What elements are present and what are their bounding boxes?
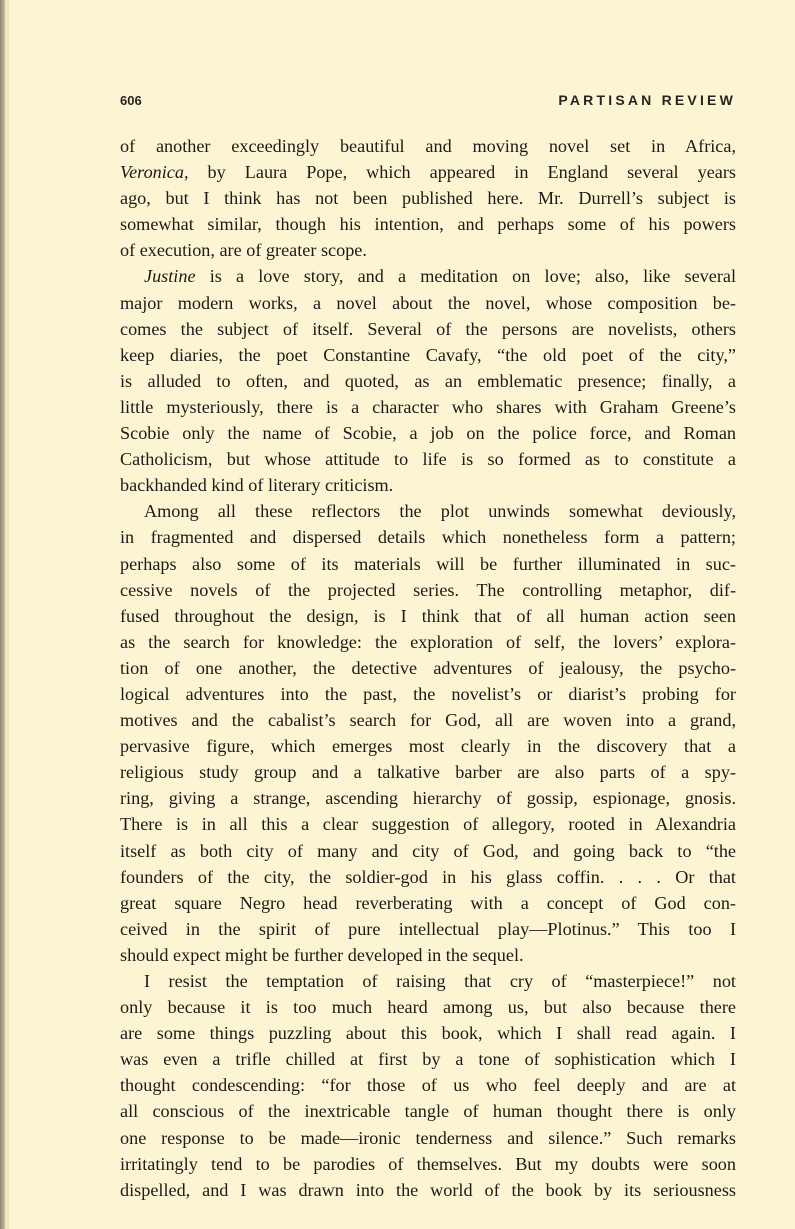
line-text: I resist the temptation of raising that cry of “masterpiece!” not	[144, 971, 736, 991]
line-text: little mysteriously, there is a character who shares with Graham Greene’s	[120, 396, 736, 417]
text-line	[120, 655, 736, 681]
line-text: by Laura Pope, which appeared in England several years	[188, 162, 736, 183]
text-line	[120, 420, 736, 446]
line-text: motives and the cabalist’s search for God, all are woven into a grand,	[120, 710, 736, 731]
text-line	[120, 994, 736, 1020]
text-line	[120, 394, 736, 420]
text-line	[120, 290, 736, 316]
text-line	[120, 1046, 736, 1072]
line-text: is alluded to often, and quoted, as an emblematic presence; finally, a	[120, 370, 736, 391]
line-text: great square Negro head reverberating with a concept of God con-	[120, 892, 736, 913]
text-line	[120, 551, 736, 577]
running-header	[120, 93, 736, 113]
paragraph	[120, 968, 736, 1203]
paragraph	[120, 263, 736, 498]
italic-title: Justine	[144, 266, 196, 287]
line-text: ring, giving a strange, ascending hierarchy of gossip, espionage, gnosis.	[120, 788, 736, 809]
line-text: logical adventures into the past, the novelist’s or diarist’s probing for	[120, 683, 736, 704]
text-line	[120, 785, 736, 811]
paragraph	[120, 498, 736, 968]
text-line	[120, 759, 736, 785]
text-line	[120, 185, 736, 211]
text-line	[120, 159, 736, 185]
line-text: one response to be made—ironic tenderness and silence.” Such remarks	[120, 1127, 736, 1148]
line-text: tion of one another, the detective adventures of jealousy, the psycho-	[120, 657, 736, 678]
text-line	[120, 603, 736, 629]
line-text: cessive novels of the projected series. The controlling metaphor, dif-	[120, 579, 736, 600]
text-line	[120, 681, 736, 707]
line-text: should expect might be further developed in the sequel.	[120, 944, 524, 965]
page-number: 606	[120, 93, 142, 108]
line-text: was even a trifle chilled at first by a tone of sophistication which I	[120, 1049, 736, 1070]
line-text: of execution, are of greater scope.	[120, 240, 367, 261]
text-line	[120, 707, 736, 733]
line-text: major modern works, a novel about the novel, whose composition be-	[120, 292, 736, 313]
text-line	[120, 838, 736, 864]
line-text: Among all these reflectors the plot unwinds somewhat deviously,	[144, 501, 736, 522]
text-line	[120, 446, 736, 472]
text-line	[120, 263, 736, 289]
text-line	[120, 629, 736, 655]
line-text: in fragmented and dispersed details which nonetheless form a pattern;	[120, 527, 736, 548]
line-text: fused throughout the design, is I think that of all human action seen	[120, 605, 736, 626]
text-line	[120, 1177, 736, 1203]
text-line	[120, 368, 736, 394]
line-text: of another exceedingly beautiful and moving novel set in Africa,	[120, 136, 736, 156]
article-body	[120, 133, 736, 1203]
text-line	[120, 968, 736, 994]
text-line	[120, 498, 736, 524]
text-line	[120, 342, 736, 368]
line-text: is a love story, and a meditation on love; also, like several	[195, 266, 736, 287]
text-line	[120, 472, 736, 498]
text-line	[120, 237, 736, 263]
line-text: ceived in the spirit of pure intellectual play—Plotinus.” This too I	[120, 918, 736, 939]
text-line	[120, 916, 736, 942]
text-line	[120, 1151, 736, 1177]
line-text: perhaps also some of its materials will be further illuminated in suc-	[120, 553, 736, 574]
text-line	[120, 316, 736, 342]
line-text: founders of the city, the soldier-god in his glass coffin. . . . Or that	[120, 866, 736, 887]
line-text: There is in all this a clear suggestion of allegory, rooted in Alexandria	[120, 814, 736, 835]
line-text: thought condescending: “for those of us who feel deeply and are at	[120, 1075, 736, 1096]
line-text: keep diaries, the poet Constantine Cavafy, “the old poet of the city,”	[120, 344, 736, 365]
line-text: itself as both city of many and city of God, and going back to “the	[120, 840, 736, 861]
text-line	[120, 524, 736, 550]
text-line	[120, 1020, 736, 1046]
line-text: Scobie only the name of Scobie, a job on the police force, and Roman	[120, 423, 736, 444]
line-text: dispelled, and I was drawn into the world of the book by its seriousness	[120, 1179, 736, 1200]
italic-title: Veronica,	[120, 162, 189, 183]
line-text: as the search for knowledge: the exploration of self, the lovers’ explora-	[120, 631, 736, 652]
line-text: are some things puzzling about this book, which I shall read again. I	[120, 1023, 736, 1044]
text-line	[120, 890, 736, 916]
text-line	[120, 1098, 736, 1124]
line-text: comes the subject of itself. Several of the persons are novelists, others	[120, 318, 736, 339]
page-gutter	[5, 0, 9, 1229]
journal-title: PARTISAN REVIEW	[558, 92, 736, 108]
text-line	[120, 1125, 736, 1151]
line-text: pervasive figure, which emerges most clearly in the discovery that a	[120, 736, 736, 757]
line-text: Catholicism, but whose attitude to life is so formed as to constitute a	[120, 449, 736, 470]
text-line	[120, 211, 736, 237]
line-text: ago, but I think has not been published here. Mr. Durrell’s subject is	[120, 188, 736, 209]
line-text: backhanded kind of literary criticism.	[120, 475, 394, 496]
text-line	[120, 811, 736, 837]
text-line	[120, 133, 736, 159]
text-line	[120, 942, 736, 968]
line-text: irritatingly tend to be parodies of themselves. But my doubts were soon	[120, 1153, 736, 1174]
text-line	[120, 733, 736, 759]
text-line	[120, 1072, 736, 1098]
text-line	[120, 864, 736, 890]
paragraph	[120, 133, 736, 263]
line-text: all conscious of the inextricable tangle of human thought there is only	[120, 1101, 736, 1122]
line-text: religious study group and a talkative barber are also parts of a spy-	[120, 762, 736, 783]
line-text: somewhat similar, though his intention, and perhaps some of his powers	[120, 214, 736, 235]
line-text: only because it is too much heard among us, but also because there	[120, 997, 736, 1018]
text-line	[120, 577, 736, 603]
